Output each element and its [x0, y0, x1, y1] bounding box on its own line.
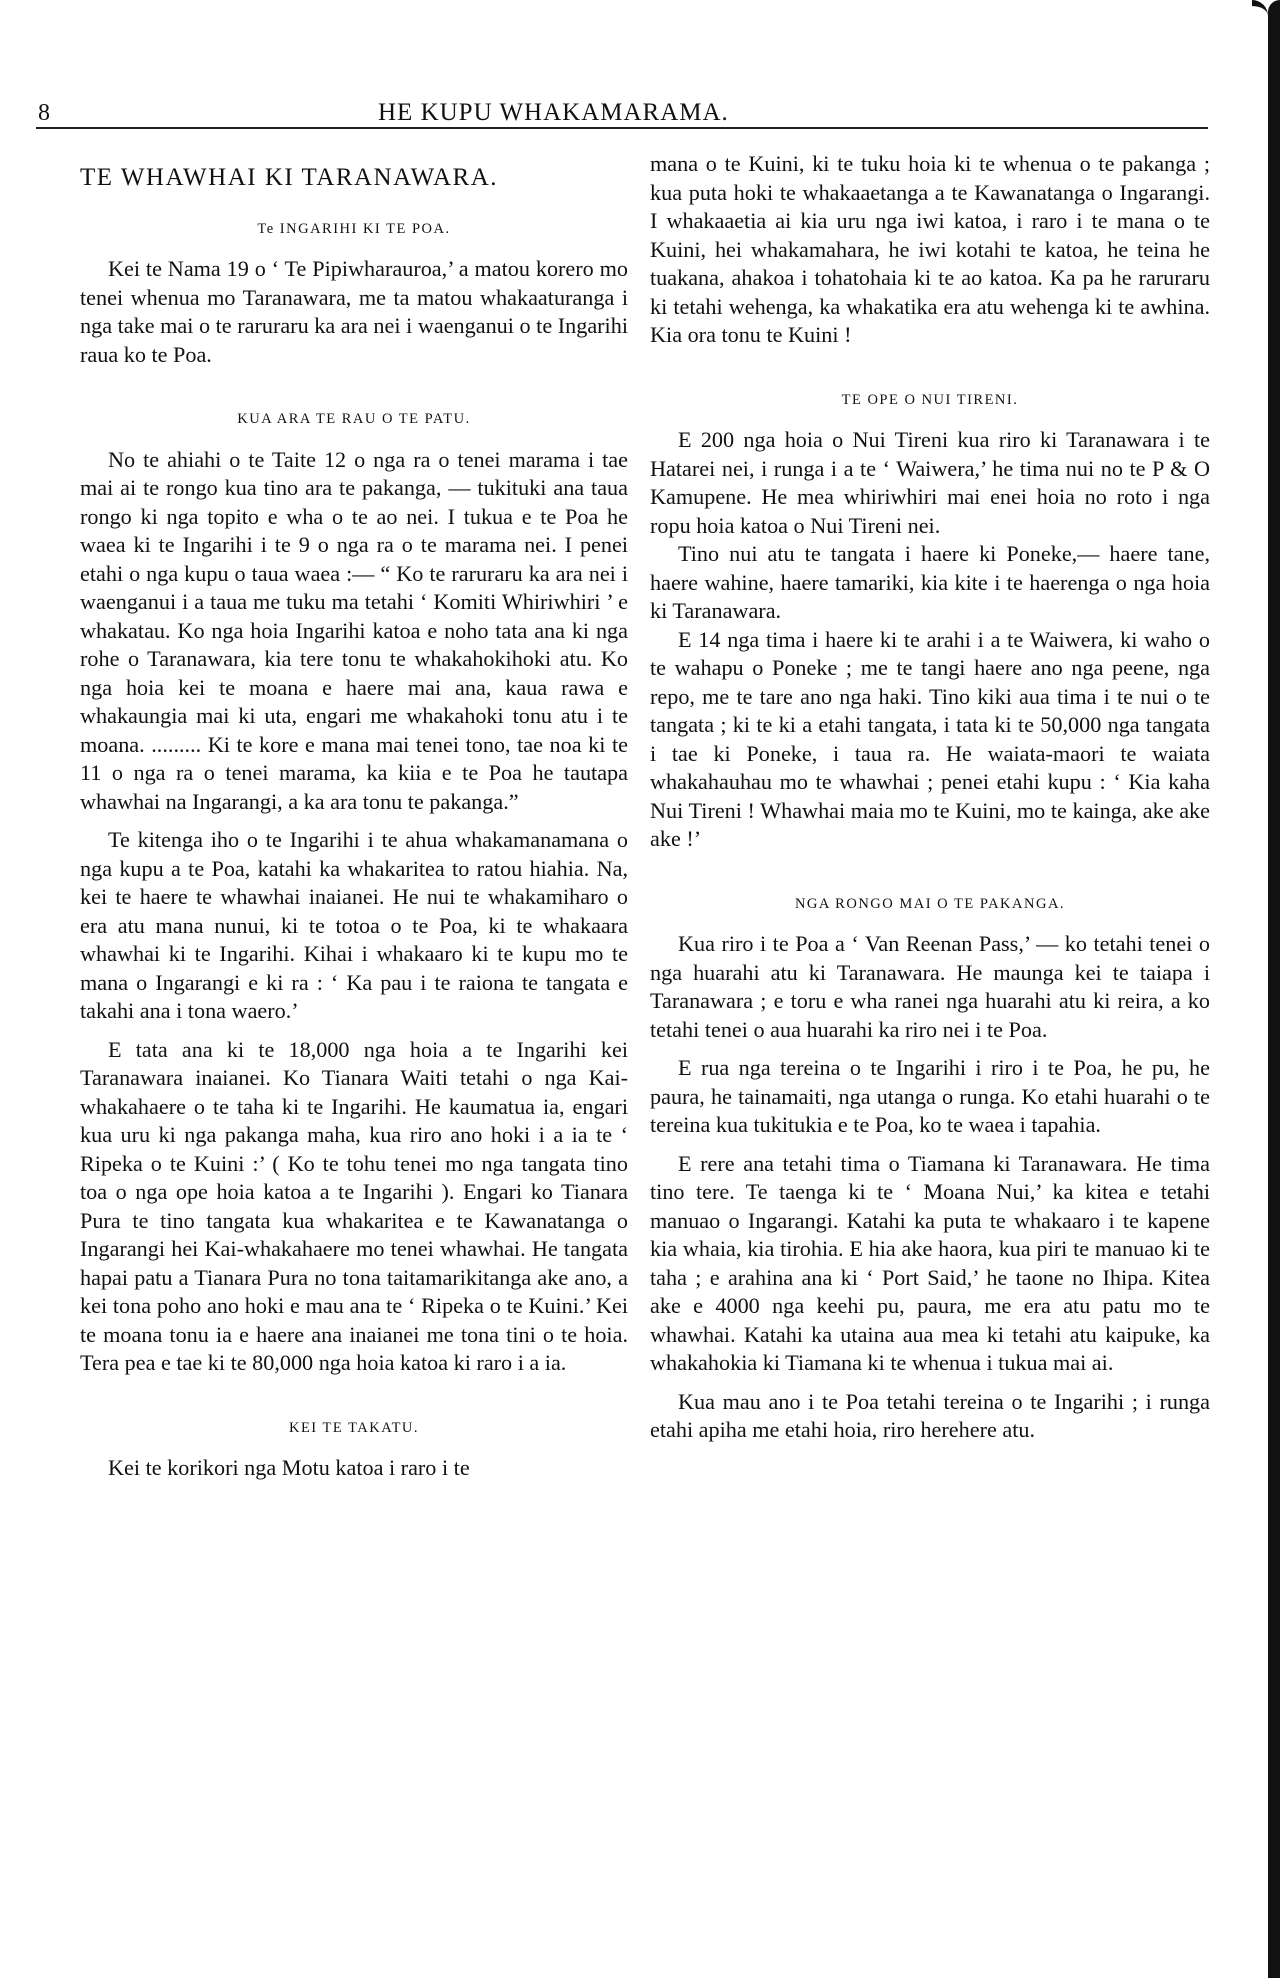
paragraph: Kei te Nama 19 o ‘ Te Pipiwharauroa,’ a matou korero mo tenei whenua mo Taranawara, me ta matou whakaaturanga i nga take mai o te raruraru ka ara nei i waenganui o te Ingarihi raua ko te Poa.: [80, 256, 628, 367]
page-edge-curve: [1252, 0, 1268, 46]
paragraph: No te ahiahi o te Taite 12 o nga ra o tenei marama i tae mai ai te rongo kua tino ara te pakanga, — tukituki ana taua rongo ki nga topito e wha o te ao nei. I tukua e te Poa he waea ki te Ingarihi i te 9 o nga ra o te marama nei. I penei etahi o nga kupu o taua waea :— “ Ko te raruraru ka ara nei i waenganui i a taua me tuku ma tetahi ‘ Komiti Whiriwhiri ’ e whakatau. Ko nga hoia Ingarihi katoa e noho tata ana ki nga rohe o Taranawara, kia tere tonu te whakahokihoki atu. Ko nga hoia kei te moana e haere mai ana, kaua rawa e whakaungia mai ki uta, engari me whakahoki tonu atu i te moana. ......... Ki te kore e mana mai tenei tono, tae noa ki te 11 o nga ra o tenei marama, ka kiia e te Poa he tautapa whawhai na Ingarangi, a ka ara tonu te pakanga.”: [80, 446, 628, 814]
section-heading: KUA ARA TE RAU O TE PATU.: [237, 411, 471, 427]
paragraph: E rere ana tetahi tima o Tiamana ki Taranawara. He tima tino tere. Te taenga ki te ‘ Moana Nui,’ ka kitea e tetahi manuao o Ingarangi. Katahi ka puta te whakaaro i te kapene kia whaia, kia tirohia. E hia ake haora, kua piri te manuao ki te taha ; e arahina ana ki ‘ Port Said,’ he taone no Ihipa. Kitea ake e 4000 nga keehi pu, paura, me era atu patu mo te whawhai. Katahi ka utaina aua mea ki tetahi atu kaipuke, ka whakahokia ki Tiamana ki te whenua i tukua mai ai.: [650, 1150, 1210, 1375]
paragraph: E rua nga tereina o te Ingarihi i riro i te Poa, he pu, he paura, he tainamaiti, nga utanga o runga. Ko etahi huarahi o te tereina kua tukitukia e te Poa, ko te waea i tapahia.: [650, 1055, 1210, 1137]
paragraph: E tata ana ki te 18,000 nga hoia a te Ingarihi kei Taranawara inaianei. Ko Tianara Waiti tetahi o nga Kai-whakahaere o te taha ki te Ingarihi. He kaumatua ia, engari kua uru ki nga pakanga maha, kua riro ano hoki i a ia te ‘ Ripeka o te Kuini :’ ( Ko te tohu tenei mo nga tangata tino toa o nga ope hoia katoa a te Ingarihi ). Engari ko Tianara Pura te tino tangata kua whakaritea e te Kawanatanga o Ingarangi hei Kai-whakahaere mo tenei whawhai. He tangata hapai patu a Tianara Pura no tona taitamarikitanga ake ano, a kei tona poho ano hoki e mau ana te ‘ Ripeka o te Kuini.’ Kei te moana tonu ia e haere ana inaianei me tona tini o te hoia. Tera pea e tae ki te 80,000 nga hoia katoa ki raro i a ia.: [80, 1036, 628, 1375]
section-heading: KEI TE TAKATU.: [288, 1419, 420, 1436]
paragraph: Tino nui atu te tangata i haere ki Poneke,— haere tane, haere wahine, haere tamariki, kia kite i te haerenga o nga hoia ki Taranawara.: [650, 541, 1210, 623]
section-heading: NGA RONGO MAI O TE PAKANGA.: [794, 895, 1066, 912]
page-header: [38, 98, 1208, 128]
paragraph: E 200 nga hoia o Nui Tireni kua riro ki Taranawara i te Hatarei nei, i runga i a te ‘ Waiwera,’ he tima nui no te P & O Kamupene. He mea whiriwhiri mai enei hoia no roto i nga ropu hoia katoa o Nui Tireni nei.: [650, 427, 1210, 538]
section-heading: TE OPE O NUI TIRENI.: [841, 391, 1019, 408]
header-rule: [36, 127, 1208, 129]
section-heading: Te INGARIHI KI TE POA.: [257, 220, 451, 237]
left-column: [80, 150, 628, 1493]
paragraph: Kua riro i te Poa a ‘ Van Reenan Pass,’ — ko tetahi tenei o nga huarahi atu ki Taranawara. He maunga kei te taiapa i Taranawara ; e toru e wha ranei nga huarahi atu ki reira, a ko tetahi tenei o aua huarahi ka riro nei i te Poa.: [650, 931, 1210, 1042]
continuation-paragraph: mana o te Kuini, ki te tuku hoia ki te whenua o te pakanga ; kua puta hoki te whakaaetanga a te Kawanatanga o Ingarangi. I whakaaetia ai kia uru nga iwi katoa, i raro i te mana o te Kuini, hei whakamahara, he iwi kotahi te katoa, he teina he tuakana, ahakoa i tohatohaia ki te ao katoa. Ka pa he raruraru ki tetahi wehenga, ka whakatika era atu wehenga ki te awhina. Kia ora tonu te Kuini !: [650, 151, 1210, 347]
article-title: TE WHAWHAI KI TARANAWARA.: [80, 164, 499, 191]
page-edge-shadow: [1268, 0, 1280, 1978]
paragraph: Kei te korikori nga Motu katoa i raro i te: [108, 1455, 470, 1480]
page-number: 8: [38, 100, 50, 126]
paragraph: Kua mau ano i te Poa tetahi tereina o te Ingarihi ; i runga etahi apiha me etahi hoia, riro herehere atu.: [650, 1388, 1210, 1442]
paragraph: Te kitenga iho o te Ingarihi i te ahua whakamanamana o nga kupu a te Poa, katahi ka whakaritea to ratou hiahia. Na, kei te haere te whawhai inaianei. He nui te whakamiharo o era atu mana nunui, ki te totoa o te Poa, ki te whakaara whawhai ki te Ingarihi. Kihai i whakaaro ki te kupu mo te mana o Ingarangi e ki ra : ‘ Ka pau i te raiona te tangata e takahi ana i tona waero.’: [80, 827, 628, 1023]
running-head: HE KUPU WHAKAMARAMA.: [378, 99, 729, 126]
paragraph: E 14 nga tima i haere ki te arahi i a te Waiwera, ki waho o te wahapu o Poneke ; me te tangi haere ano nga peene, nga repo, me te tare ano nga haki. Tino kiki aua tima i te nui o te tangata ; ki te ki a etahi tangata, i tata ki te 50,000 nga tangata i tae ki Poneke, i taua ra. He waiata-maori te waiata whakahauhau mo te whawhai ; penei etahi kupu : ‘ Kia kaha Nui Tireni ! Whawhai maia mo te Kuini, mo te kainga, ake ake ake !’: [650, 626, 1210, 851]
right-column: [650, 150, 1210, 1455]
